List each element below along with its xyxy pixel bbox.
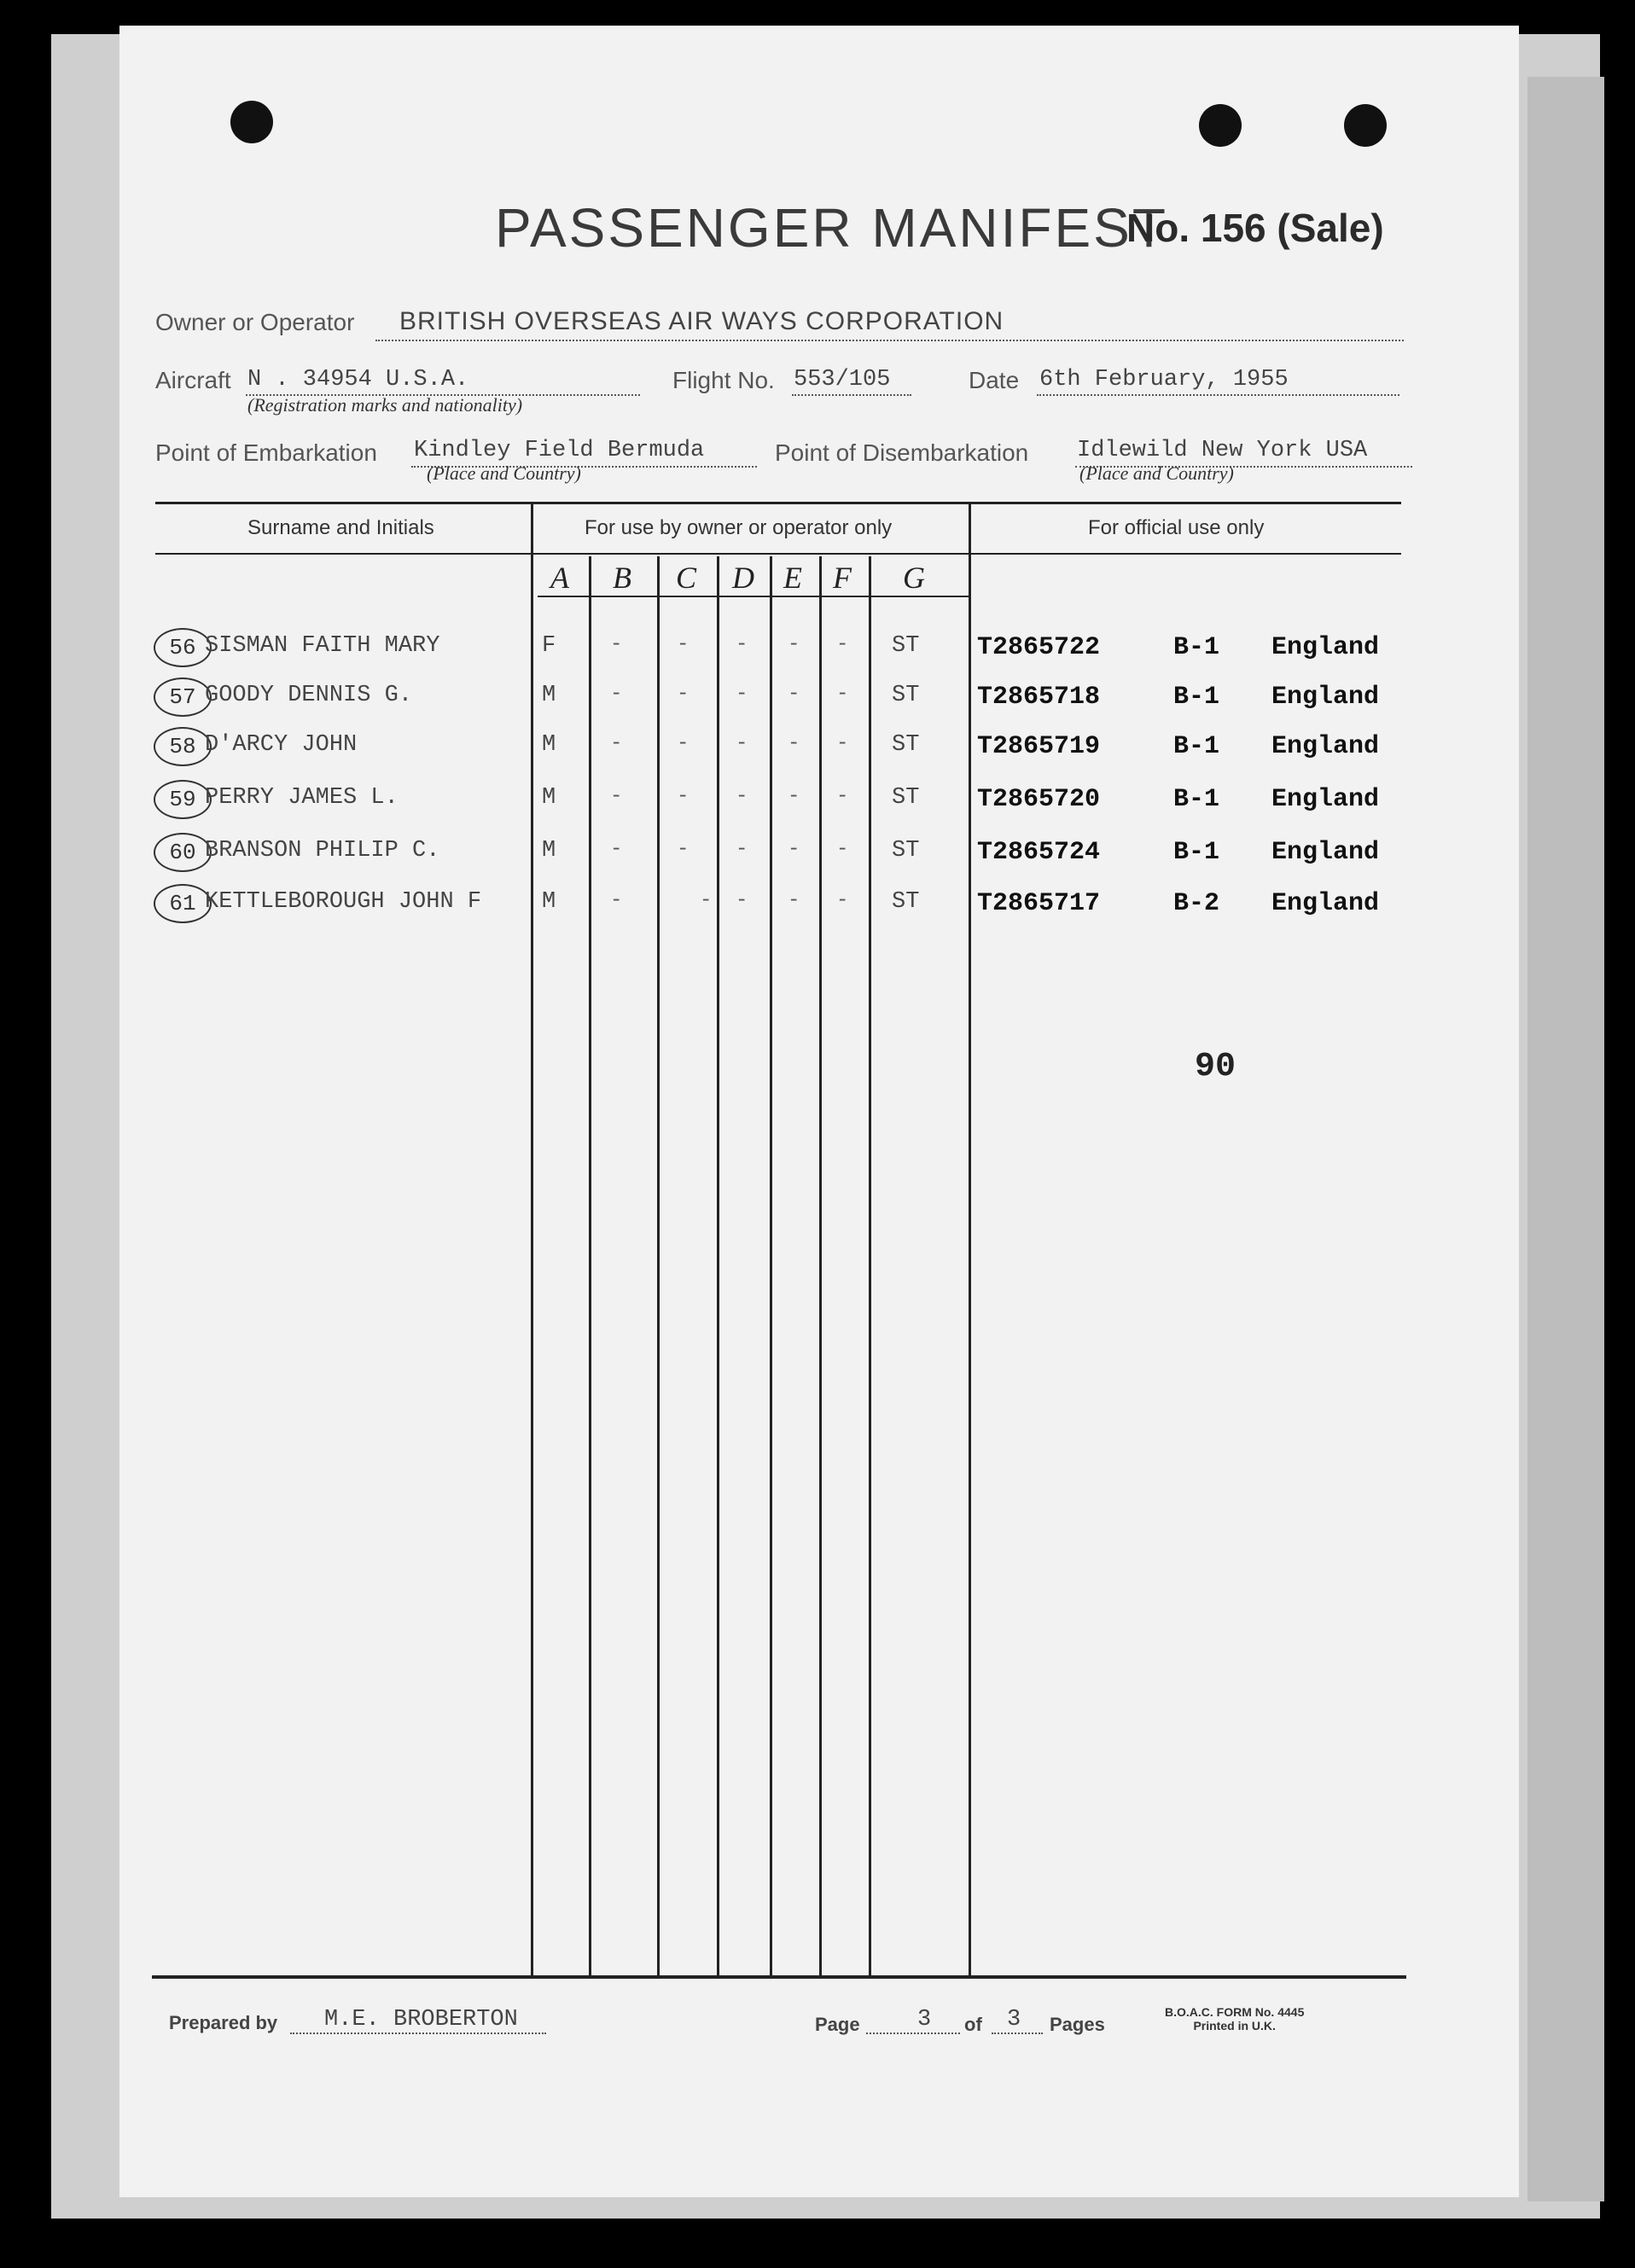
passenger-name: BRANSON PHILIP C. bbox=[205, 838, 440, 864]
col-letter-b: B bbox=[613, 561, 631, 595]
col-f-value: - bbox=[836, 889, 849, 912]
prepared-by-value: M.E. BROBERTON bbox=[324, 2007, 518, 2032]
row-number: 61 bbox=[154, 884, 212, 923]
row-number: 59 bbox=[154, 780, 212, 819]
col-f-value: - bbox=[836, 732, 849, 755]
manifest-number: No. 156 (Sale) bbox=[1126, 206, 1384, 250]
col-b-value: - bbox=[610, 838, 623, 861]
visa-class: B-1 bbox=[1173, 683, 1220, 712]
passenger-name: PERRY JAMES L. bbox=[205, 785, 399, 811]
nationality: England bbox=[1271, 785, 1380, 814]
date-value: 6th February, 1955 bbox=[1039, 367, 1289, 393]
form-printed: Printed in U.K. bbox=[1193, 2019, 1276, 2032]
col-d-value: - bbox=[736, 838, 748, 861]
embarkation-label: Point of Embarkation bbox=[155, 439, 377, 466]
punch-hole bbox=[1344, 104, 1387, 147]
passenger-sex: M bbox=[542, 838, 556, 864]
col-c-value: - bbox=[677, 732, 689, 755]
col-letter-c: C bbox=[676, 561, 697, 595]
table-row bbox=[119, 889, 1519, 932]
col-e-value: - bbox=[788, 785, 800, 808]
passenger-sex: M bbox=[542, 785, 556, 811]
table-top-rule bbox=[155, 502, 1401, 504]
col-f-value: - bbox=[836, 785, 849, 808]
passenger-name: SISMAN FAITH MARY bbox=[205, 633, 440, 659]
table-row bbox=[119, 633, 1519, 676]
nationality: England bbox=[1271, 732, 1380, 761]
col-e-value: - bbox=[788, 889, 800, 912]
page-title: PASSENGER MANIFEST bbox=[495, 197, 1168, 259]
disembarkation-value: Idlewild New York USA bbox=[1077, 438, 1368, 463]
prepared-by-label: Prepared by bbox=[169, 2012, 278, 2033]
manifest-page bbox=[119, 26, 1519, 2197]
visa-class: B-1 bbox=[1173, 633, 1220, 662]
visa-class: B-1 bbox=[1173, 838, 1220, 867]
col-g-value: ST bbox=[892, 838, 920, 864]
form-identifier bbox=[1165, 2005, 1304, 2032]
col-letter-e: E bbox=[783, 561, 802, 595]
disembarkation-label: Point of Disembarkation bbox=[775, 439, 1029, 466]
col-c-value: - bbox=[677, 633, 689, 656]
header-surname: Surname and Initials bbox=[247, 516, 434, 539]
row-number: 60 bbox=[154, 833, 212, 872]
nationality: England bbox=[1271, 838, 1380, 867]
table-row bbox=[119, 683, 1519, 725]
col-c-value: - bbox=[677, 785, 689, 808]
col-d-value: - bbox=[736, 683, 748, 706]
punch-hole bbox=[1199, 104, 1242, 147]
table-row bbox=[119, 732, 1519, 775]
passenger-sex: M bbox=[542, 732, 556, 758]
nationality: England bbox=[1271, 683, 1380, 712]
aircraft-label: Aircraft bbox=[155, 367, 231, 393]
page-underline bbox=[866, 2032, 960, 2034]
table-row bbox=[119, 838, 1519, 881]
page-number: 3 bbox=[917, 2007, 932, 2032]
passenger-name: GOODY DENNIS G. bbox=[205, 683, 413, 708]
col-b-value: - bbox=[610, 785, 623, 808]
header-owner-use: For use by owner or operator only bbox=[585, 516, 893, 539]
col-f-value: - bbox=[836, 838, 849, 861]
col-g-value: ST bbox=[892, 633, 920, 659]
row-number: 56 bbox=[154, 628, 212, 667]
col-c-value: - bbox=[677, 683, 689, 706]
nationality: England bbox=[1271, 633, 1380, 662]
col-b-value: - bbox=[610, 732, 623, 755]
visa-class: B-1 bbox=[1173, 732, 1220, 761]
table-row bbox=[119, 785, 1519, 828]
ticket-number: T2865724 bbox=[977, 838, 1101, 867]
col-e-value: - bbox=[788, 732, 800, 755]
owner-label: Owner or Operator bbox=[155, 309, 355, 335]
pages-label: Pages bbox=[1050, 2014, 1105, 2035]
owner-underline bbox=[375, 340, 1404, 341]
passenger-name: D'ARCY JOHN bbox=[205, 732, 358, 758]
owner-value: BRITISH OVERSEAS AIR WAYS CORPORATION bbox=[399, 307, 1004, 335]
col-f-value: - bbox=[836, 683, 849, 706]
col-e-value: - bbox=[788, 838, 800, 861]
embarkation-sub: (Place and Country) bbox=[427, 462, 581, 484]
col-d-value: - bbox=[736, 633, 748, 656]
ticket-number: T2865720 bbox=[977, 785, 1101, 814]
col-g-value: ST bbox=[892, 683, 920, 708]
col-f-value: - bbox=[836, 633, 849, 656]
flight-label: Flight No. bbox=[672, 367, 775, 393]
of-label: of bbox=[964, 2014, 982, 2035]
header-rule bbox=[155, 553, 1401, 555]
passenger-sex: M bbox=[542, 889, 556, 915]
nationality: England bbox=[1271, 889, 1380, 918]
aircraft-value: N . 34954 U.S.A. bbox=[247, 367, 469, 393]
col-g-value: ST bbox=[892, 732, 920, 758]
page-total: 3 bbox=[1007, 2007, 1021, 2032]
passenger-sex: M bbox=[542, 683, 556, 708]
table-bottom-rule bbox=[152, 1975, 1406, 1979]
col-b-value: - bbox=[610, 889, 623, 912]
ticket-number: T2865718 bbox=[977, 683, 1101, 712]
passenger-name: KETTLEBOROUGH JOHN F bbox=[205, 889, 482, 915]
disembarkation-sub: (Place and Country) bbox=[1079, 462, 1234, 484]
ticket-number: T2865722 bbox=[977, 633, 1101, 662]
passenger-sex: F bbox=[542, 633, 556, 659]
row-number: 58 bbox=[154, 727, 212, 766]
col-letter-d: D bbox=[732, 561, 754, 595]
date-underline bbox=[1037, 394, 1399, 396]
visa-class: B-1 bbox=[1173, 785, 1220, 814]
col-letter-a: A bbox=[550, 561, 569, 595]
flight-value: 553/105 bbox=[794, 367, 891, 393]
stamp-number: 90 bbox=[1195, 1048, 1236, 1086]
col-c-value: - bbox=[700, 889, 713, 912]
col-e-value: - bbox=[788, 683, 800, 706]
header-official-use: For official use only bbox=[1088, 516, 1265, 539]
col-c-value: - bbox=[677, 838, 689, 861]
col-letter-f: F bbox=[833, 561, 852, 595]
paper-stack-edge bbox=[1527, 77, 1604, 2201]
col-d-value: - bbox=[736, 785, 748, 808]
aircraft-sub: (Registration marks and nationality) bbox=[247, 394, 523, 416]
col-b-value: - bbox=[610, 633, 623, 656]
col-d-value: - bbox=[736, 889, 748, 912]
col-g-value: ST bbox=[892, 785, 920, 811]
letters-rule bbox=[538, 596, 969, 597]
col-d-value: - bbox=[736, 732, 748, 755]
visa-class: B-2 bbox=[1173, 889, 1220, 918]
punch-hole bbox=[230, 101, 273, 143]
ticket-number: T2865717 bbox=[977, 889, 1101, 918]
col-g-value: ST bbox=[892, 889, 920, 915]
page-total-underline bbox=[992, 2032, 1043, 2034]
prepared-by-underline bbox=[290, 2032, 546, 2034]
page-label: Page bbox=[815, 2014, 860, 2035]
flight-underline bbox=[792, 394, 911, 396]
embarkation-value: Kindley Field Bermuda bbox=[414, 438, 705, 463]
form-number: B.O.A.C. FORM No. 4445 bbox=[1165, 2005, 1305, 2019]
date-label: Date bbox=[969, 367, 1020, 393]
row-number: 57 bbox=[154, 677, 212, 717]
col-e-value: - bbox=[788, 633, 800, 656]
ticket-number: T2865719 bbox=[977, 732, 1101, 761]
col-b-value: - bbox=[610, 683, 623, 706]
col-letter-g: G bbox=[903, 561, 925, 595]
